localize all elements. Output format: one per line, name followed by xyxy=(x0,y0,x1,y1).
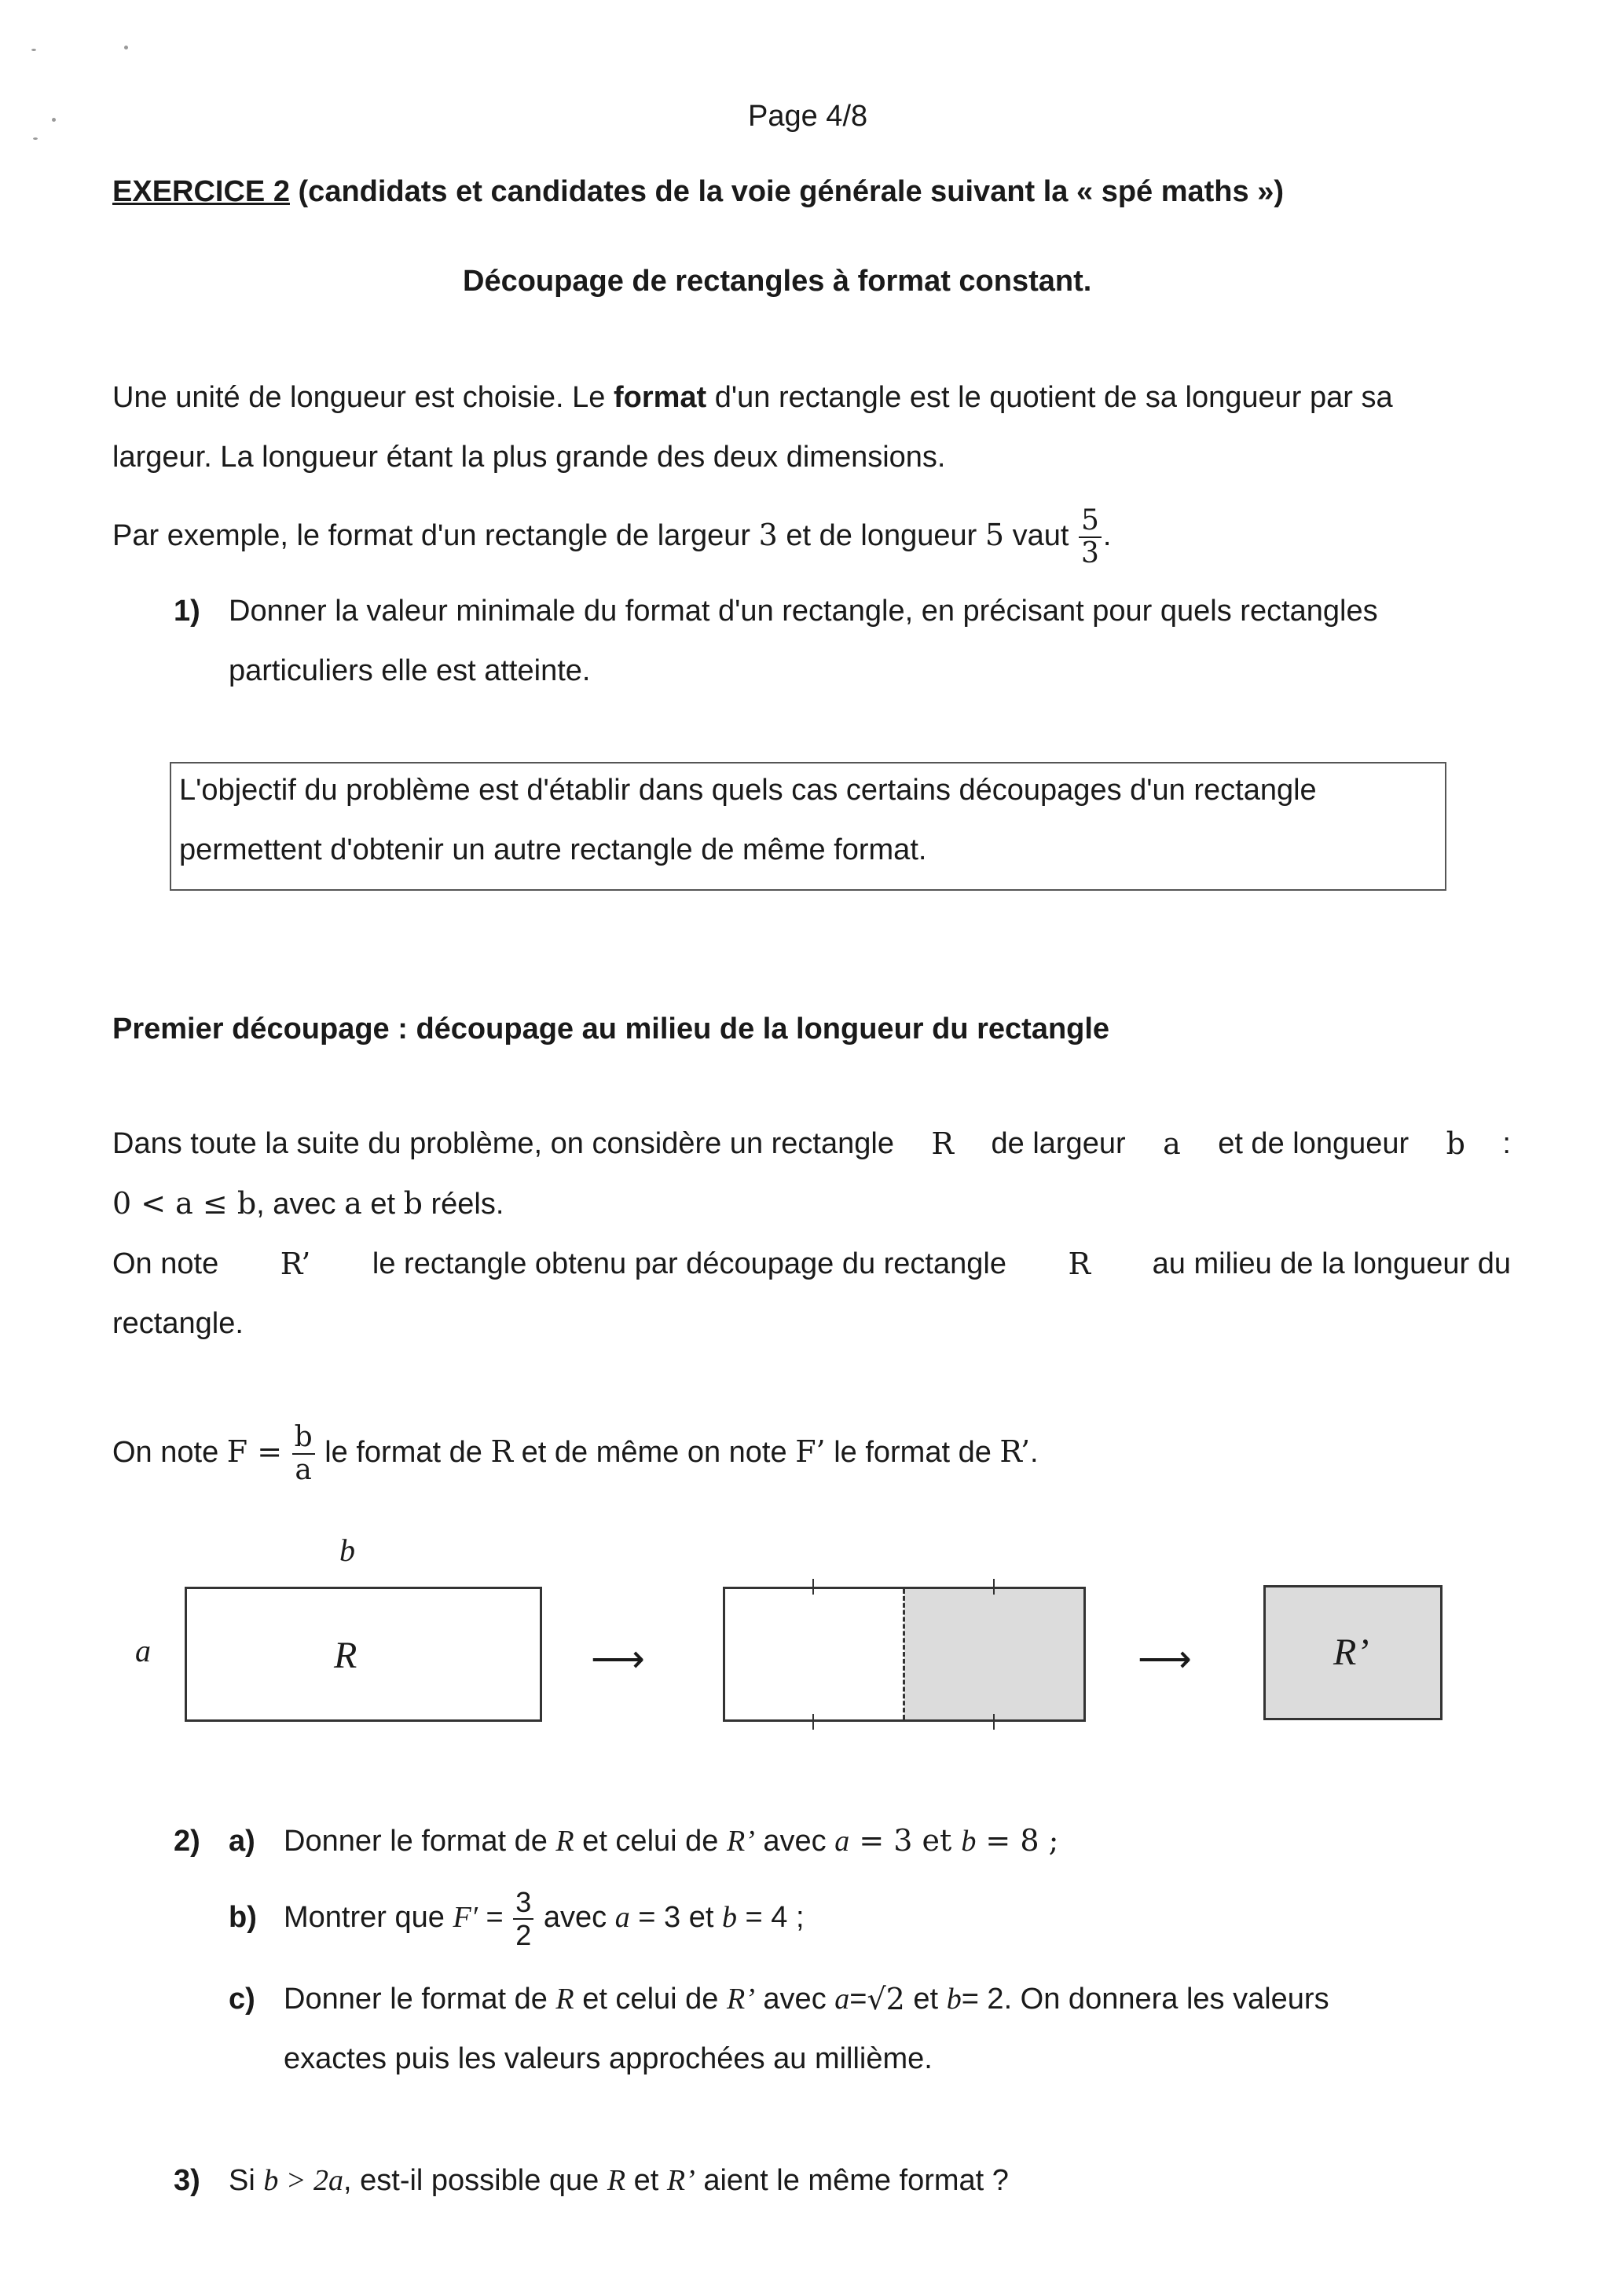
shaded-half xyxy=(904,1589,1083,1719)
page-number: Page 4/8 xyxy=(748,100,868,133)
diagram-label-R: R xyxy=(334,1635,357,1676)
objective-text: L'objectif du problème est d'établir dans quels cas certains découpages d'un rectangle permettent d'obtenir un autre rectangle de même format. xyxy=(179,774,1317,866)
intro-example: Par exemple, le format d'un rectangle de largeur 3 et de longueur 5 vaut $\frac{5}{3}$ . xyxy=(112,504,1112,569)
exercise-label: EXERCICE 2 xyxy=(112,175,290,208)
question-number: 1) xyxy=(174,595,200,628)
question-2c: c) Donner le format de R et celui de R’ avec a = √2 et b = 2. On donnera les valeurs exactes puis les valeurs approchées au millième. xyxy=(229,1969,1509,2089)
cut-line xyxy=(903,1589,905,1719)
diagram-label-R-prime: R’ xyxy=(1333,1631,1369,1673)
diagram-label-b: b xyxy=(339,1532,355,1568)
arrow-2: ⟶ xyxy=(1138,1639,1192,1680)
arrow-1: ⟶ xyxy=(591,1639,645,1680)
section-paragraph-1: Dans toute la suite du problème, on considère un rectangle R de largeur a et de longueur b : 0 < a ≤ b, avec a et b réels. On note R’ le rectangle obtenu par découpage du rectangle R au milieu de la longueur du rectangle. xyxy=(112,1126,1511,1340)
format-term: format xyxy=(613,381,707,414)
question-2b: b) Montrer que F′ = $\frac{3}{2}$ avec a = 3 et b = 4 ; xyxy=(229,1885,805,1951)
exercise-audience: (candidats et candidates de la voie générale suivant la « spé maths ») xyxy=(298,175,1284,208)
intro-line-2: largeur. La longueur étant la plus grande des deux dimensions. xyxy=(112,441,946,474)
tick-mark xyxy=(993,1714,995,1730)
question-2a: 2) a) Donner le format de R et celui de R’ avec a = 3 et b = 8 ; xyxy=(174,1811,1058,1871)
question-3: 3) Si b > 2a, est-il possible que R et R’ aient le même format ? xyxy=(174,2151,1009,2210)
section-title: Premier découpage : découpage au milieu de la longueur du rectangle xyxy=(112,1013,1110,1045)
sub-label: b) xyxy=(229,1901,257,1934)
intro-line-1: Une unité de longueur est choisie. Le format d'un rectangle est le quotient de sa longueur par sa xyxy=(112,381,1393,414)
tick-mark xyxy=(812,1579,814,1595)
question-number: 3) xyxy=(174,2164,200,2197)
rectangle-R xyxy=(185,1587,542,1722)
section-paragraph-2: On note F = $\frac{b}{a}$ le format de R et de même on note F’ le format de R’. xyxy=(112,1420,1039,1486)
question-number: 2) xyxy=(174,1825,200,1858)
diagram-label-a: a xyxy=(135,1633,151,1668)
sub-label: c) xyxy=(229,1983,255,2016)
fraction-3-2: $\frac{3}{2}$ xyxy=(513,1888,533,1950)
question-1: 1) Donner la valeur minimale du format d'un rectangle, en précisant pour quels rectangles particuliers elle est atteinte. xyxy=(174,581,1509,701)
exercise-subtitle: Découpage de rectangles à format constant. xyxy=(463,265,1092,298)
scan-speck xyxy=(52,118,56,122)
intro-paragraph xyxy=(112,368,1511,487)
scan-speck xyxy=(31,49,36,51)
fraction-b-a: $\frac{b}{a}$ xyxy=(292,1423,315,1485)
fraction-5-3: $\frac{5}{3}$ xyxy=(1079,507,1102,568)
tick-mark xyxy=(812,1714,814,1730)
scan-speck xyxy=(33,137,38,140)
exercise-heading xyxy=(112,162,1284,222)
tick-mark xyxy=(993,1579,995,1595)
sub-label: a) xyxy=(229,1825,255,1858)
scan-speck xyxy=(124,46,128,49)
